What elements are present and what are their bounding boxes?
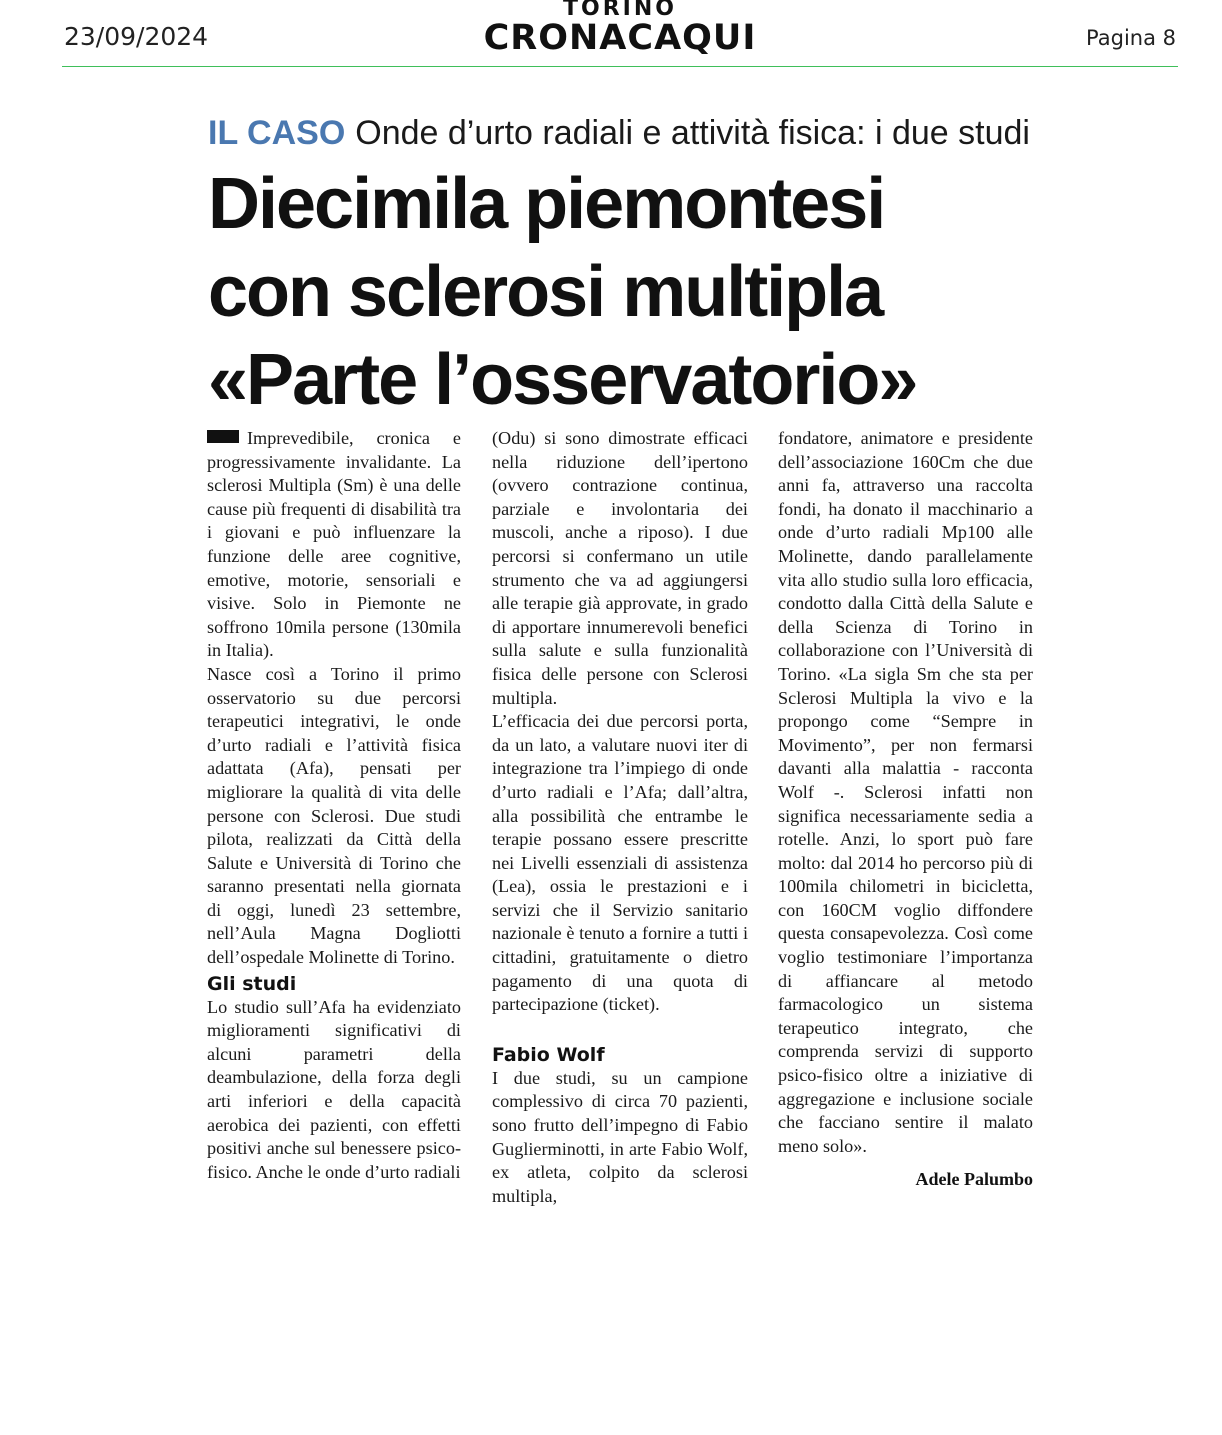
subheading-fabio-wolf: Fabio Wolf: [492, 1043, 605, 1066]
kicker-text: Onde d’urto radiali e attività fisica: i due studi: [355, 114, 1030, 152]
article-kicker: [208, 114, 1030, 153]
paragraph: I due studi, su un campione complessivo di circa 70 pazienti, sono frutto dell’impegno di Fabio Guglierminotti, in arte Fabio Wolf, ex atleta, colpito da sclerosi multipla,: [492, 1067, 748, 1206]
kicker-tag: IL CASO: [208, 114, 346, 152]
header-divider: [62, 66, 1178, 67]
paragraph: Lo studio sull’Afa ha evidenziato miglioramenti significativi di alcuni parametri della deambulazione, della forza degli arti inferiori e della capacità aerobica dei pazienti, con effetti positivi anche sul benessere psico-fisico. Anche le onde d’urto radiali: [207, 996, 461, 1182]
paragraph: fondatore, animatore e presidente dell’associazione 160Cm che due anni fa, attraverso una raccolta fondi, ha donato il macchinario a onde d’urto radiali Mp100 alle Molinette, dando parallelamente vita allo studio sulla loro efficacia, condotto dalla Città della Salute e della Scienza di Torino in collaborazione con l’Università di Torino. «La sigla Sm che sta per Sclerosi Multipla la vivo e la propongo come “Sempre in Movimento”, per non fermarsi davanti alla malattia - racconta Wolf -. Sclerosi infatti non significa necessariamente sedia a rotelle. Anzi, lo sport può fare molto: dal 2014 ho percorso più di 100mila chilometri in bicicletta, con 160CM voglio diffondere questa consapevolezza. Così come voglio testimoniare l’importanza di affiancare al metodo farmacologico un sistema terapeutico integrato, che comprenda servizi di supporto psico-fisico oltre a iniziative di aggregazione e inclusione sociale che facciano sentire il malato meno solo».: [778, 428, 1033, 1156]
lead-bullet-icon: [207, 430, 239, 443]
logo-city: TORINO: [563, 0, 677, 21]
newspaper-logo: [462, 0, 778, 58]
article-column-2: [492, 427, 748, 1208]
headline-line-1: Diecimila piemontesi: [208, 164, 885, 244]
headline-line-3: «Parte l’osservatorio»: [208, 340, 917, 420]
publication-date: 23/09/2024: [64, 22, 209, 51]
paragraph: [207, 427, 461, 663]
author-byline: Adele Palumbo: [915, 1169, 1033, 1190]
paragraph: (Odu) si sono dimostrate efficaci nella riduzione dell’ipertono (ovvero contrazione continua, parziale e involontaria dei muscoli, anche a riposo). I due percorsi si confermano un utile strumento che va ad aggiungersi alle terapie già approvate, in grado di apportare innumerevoli benefici sulla salute e sulla funzionalità fisica delle persone con Sclerosi multipla.: [492, 428, 748, 708]
paragraph-text: Imprevedibile, cronica e progressivamente invalidante. La sclerosi Multipla (Sm) è una delle cause più frequenti di disabilità tra i giovani e può influenzare la funzione delle aree cognitive, emotive, motorie, sensoriali e visive. Solo in Piemonte ne soffrono 10mila persone (130mila in Italia).: [207, 428, 461, 661]
article-headline: [208, 160, 1038, 424]
headline-line-2: con sclerosi multipla: [208, 252, 883, 332]
page-number: Pagina 8: [1086, 26, 1176, 50]
paragraph: L’efficacia dei due percorsi porta, da un lato, a valutare nuovi iter di integrazione tra l’impiego di onde d’urto radiali e l’Afa; dall’altra, alla possibilità che entrambe le terapie possano essere prescritte nei Livelli essenziali di assistenza (Lea), ossia le prestazioni e i servizi che il Servizio sanitario nazionale è tenuto a fornire a tutti i cittadini, gratuitamente o dietro pagamento di una quota di partecipazione (ticket).: [492, 711, 748, 1015]
logo-title: CRONACAQUI: [483, 18, 757, 58]
article-column-3: [778, 427, 1033, 1192]
paragraph: Nasce così a Torino il primo osservatorio su due percorsi terapeutici integrativi, le onde d’urto radiali e l’attività fisica adattata (Afa), pensati per migliorare la qualità di vita delle persone con Sclerosi. Due studi pilota, realizzati da Città della Salute e Università di Torino che saranno presentati nella giornata di oggi, lunedì 23 settembre, nell’Aula Magna Dogliotti dell’ospedale Molinette di Torino.: [207, 663, 461, 968]
article-column-1: [207, 427, 461, 1184]
subheading-gli-studi: Gli studi: [207, 972, 297, 995]
